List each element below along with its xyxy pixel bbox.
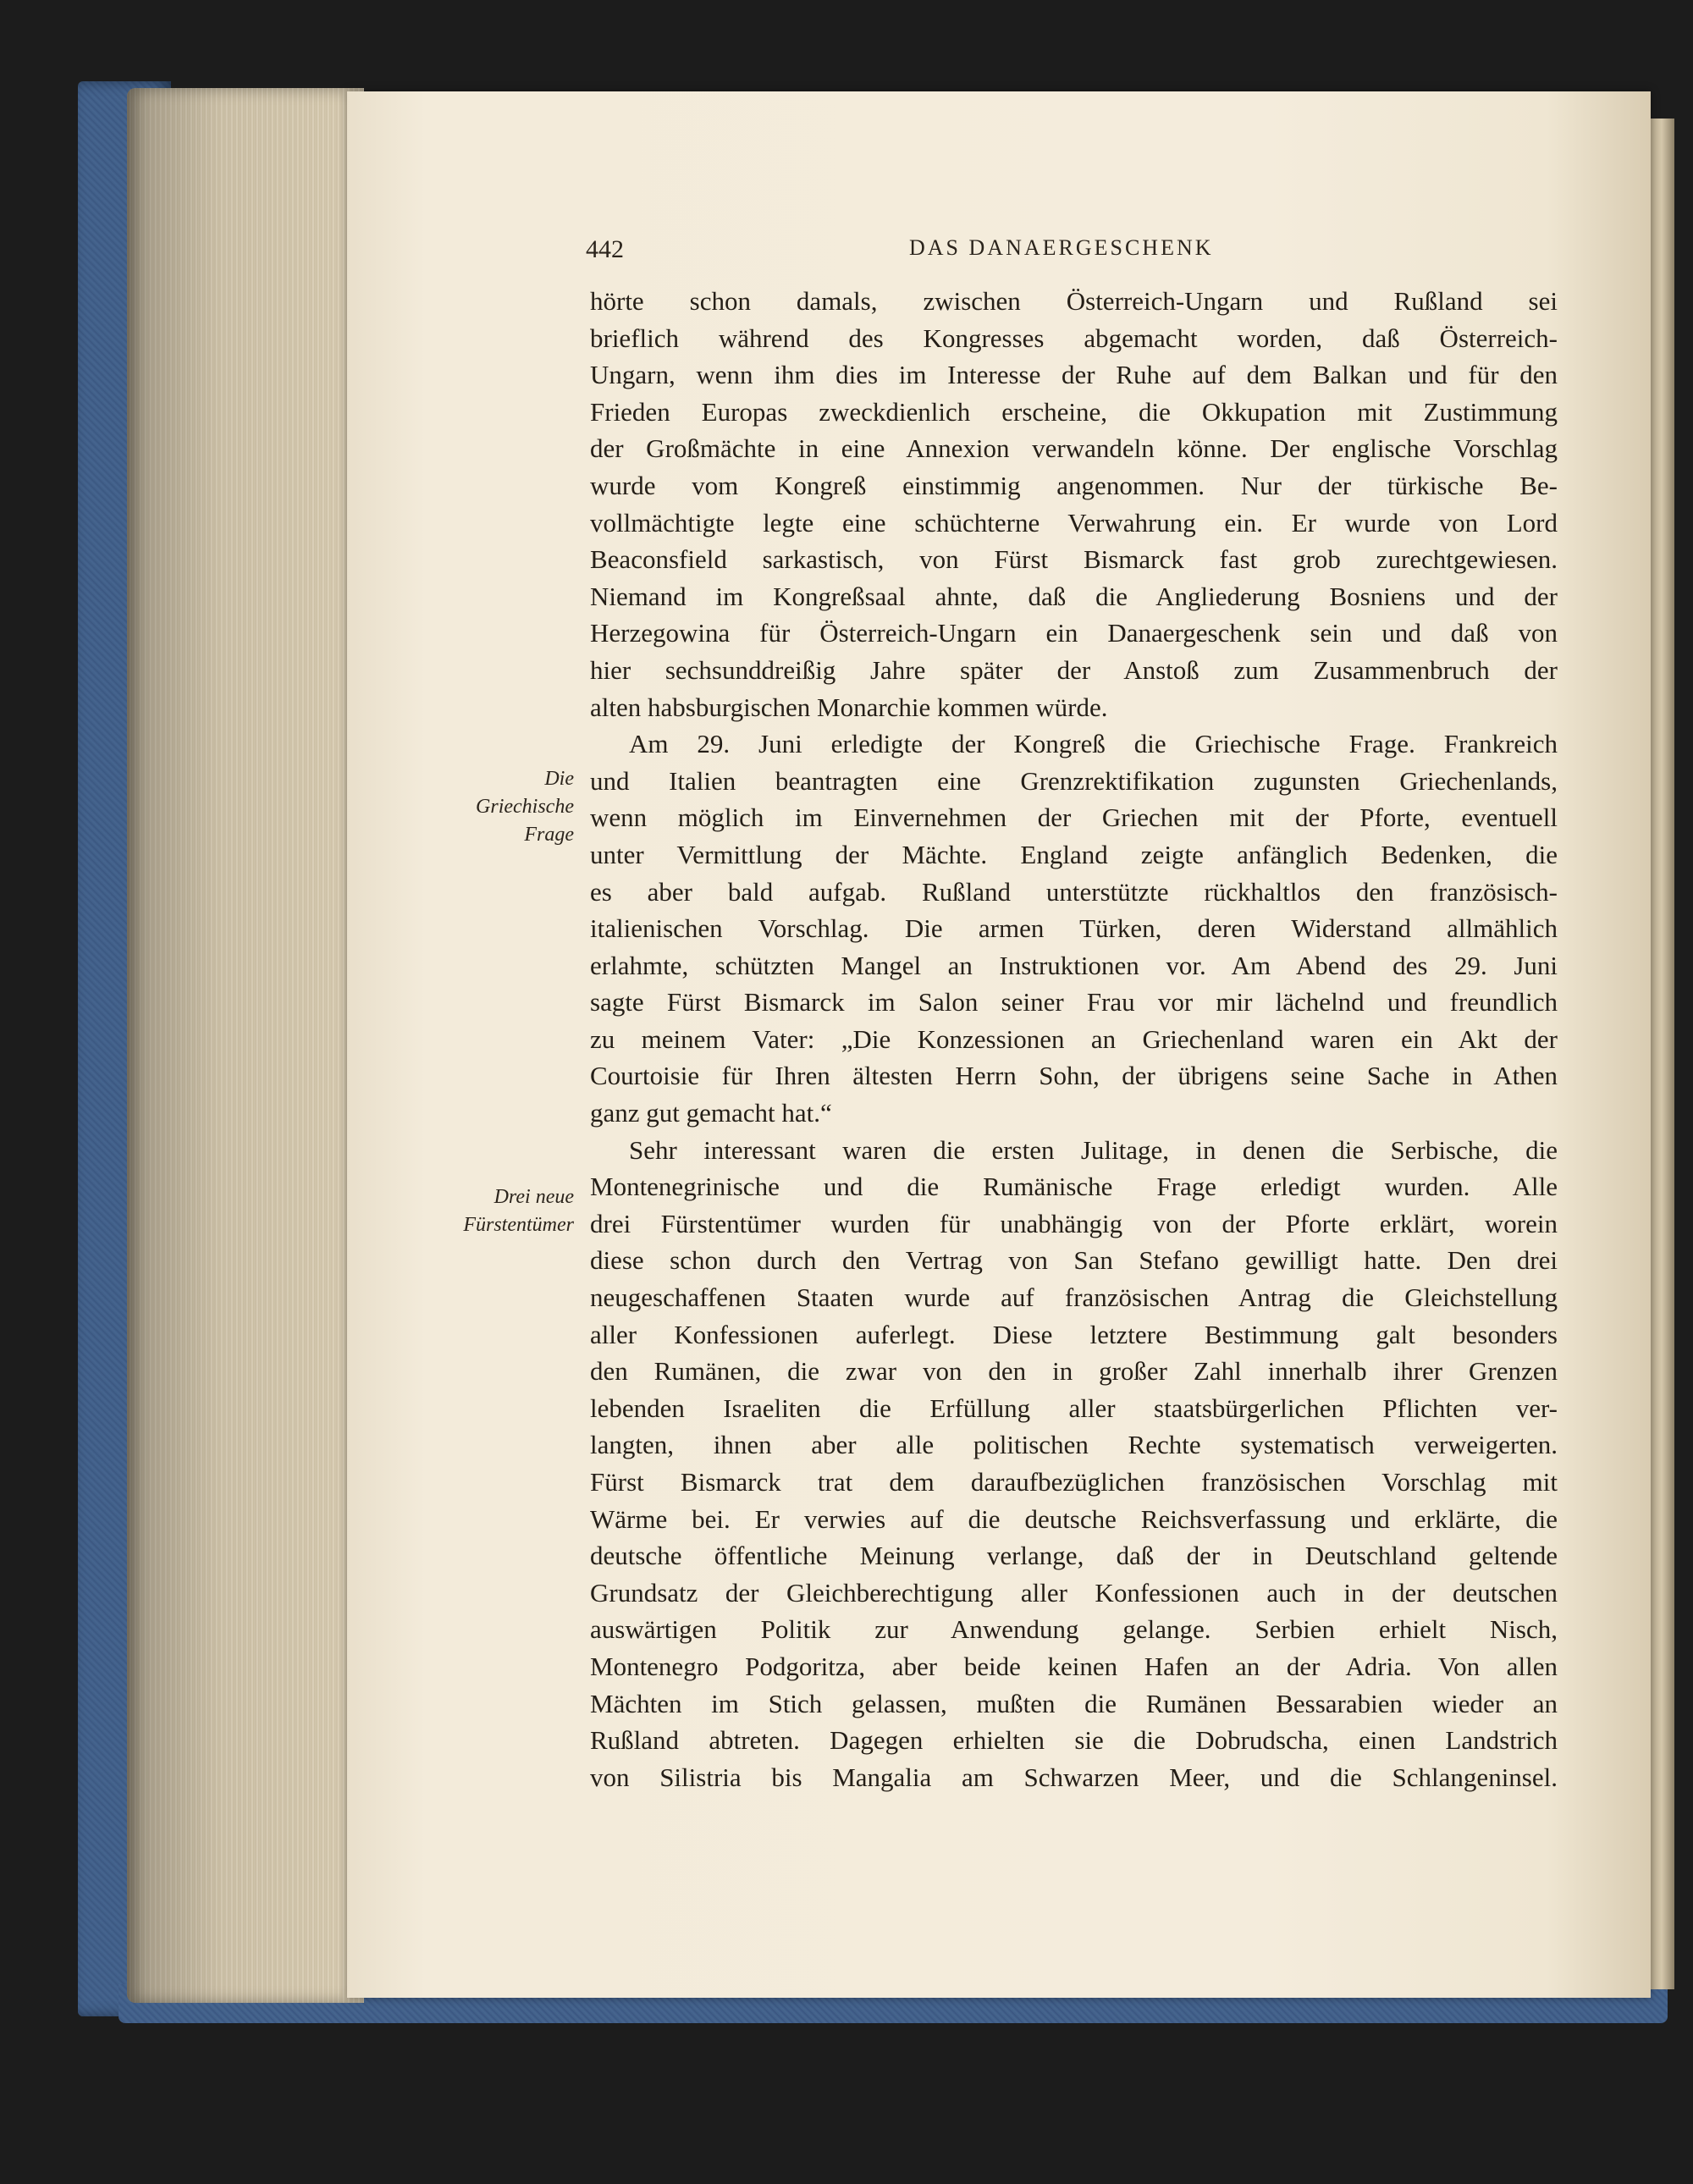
text-line: vollmächtigte legte eine schüchterne Verwahrung ein. Er wurde von Lord bbox=[590, 507, 1558, 538]
text-line: neugeschaffenen Staaten wurde auf französischen Antrag die Gleichstellung bbox=[590, 1282, 1558, 1313]
sidenote-drei-neue-fuerstentuemer bbox=[405, 1183, 574, 1239]
text-line: von Silistria bis Mangalia am Schwarzen Meer, und die Schlangeninsel. bbox=[590, 1762, 1558, 1792]
text-line: Mächten im Stich gelassen, mußten die Rumänen Bessarabien wieder an bbox=[590, 1688, 1558, 1718]
text-line: Sehr interessant waren die ersten Julitage, in denen die Serbische, die bbox=[629, 1134, 1558, 1165]
text-line: Montenegro Podgoritza, aber beide keinen Hafen an der Adria. Von allen bbox=[590, 1651, 1558, 1681]
text-line: lebenden Israeliten die Erfüllung aller staatsbürgerlichen Pflichten ver- bbox=[590, 1393, 1558, 1423]
text-line: Frieden Europas zweckdienlich erscheine, die Okkupation mit Zustimmung bbox=[590, 396, 1558, 427]
page-number: 442 bbox=[586, 235, 624, 263]
sidenote-line: Fürstentümer bbox=[463, 1214, 574, 1236]
text-line: Am 29. Juni erledigte der Kongreß die Griechische Frage. Frankreich bbox=[629, 729, 1558, 759]
text-line: alten habsburgischen Monarchie kommen würde. bbox=[590, 692, 1108, 722]
sidenote-line: Griechische bbox=[476, 796, 574, 818]
running-title: DAS DANAERGESCHENK bbox=[909, 235, 1214, 260]
text-line: ganz gut gemacht hat.“ bbox=[590, 1098, 832, 1128]
text-line: Grundsatz der Gleichberechtigung aller Konfessionen auch in der deutschen bbox=[590, 1577, 1558, 1608]
text-line: Courtoisie für Ihren ältesten Herrn Sohn, der übrigens seine Sache in Athen bbox=[590, 1061, 1558, 1091]
text-line: es aber bald aufgab. Rußland unterstützte rückhaltlos den französisch- bbox=[590, 876, 1558, 907]
text-line: diese schon durch den Vertrag von San Stefano gewilligt hatte. Den drei bbox=[590, 1245, 1558, 1276]
sidenote-griechische-frage bbox=[405, 765, 574, 849]
sidenote-line: Die bbox=[544, 768, 574, 790]
text-line: brieflich während des Kongresses abgemacht worden, daß Österreich- bbox=[590, 323, 1558, 353]
text-line: wurde vom Kongreß einstimmig angenommen. Nur der türkische Be- bbox=[590, 470, 1558, 500]
text-line: Fürst Bismarck trat dem daraufbezüglichen französischen Vorschlag mit bbox=[590, 1467, 1558, 1497]
facing-page-edge bbox=[1649, 119, 1674, 1989]
text-line: Rußland abtreten. Dagegen erhielten sie die Dobrudscha, einen Landstrich bbox=[590, 1725, 1558, 1756]
text-line: aller Konfessionen auferlegt. Diese letztere Bestimmung galt besonders bbox=[590, 1319, 1558, 1349]
text-line: sagte Fürst Bismarck im Salon seiner Frau vor mir lächelnd und freundlich bbox=[590, 987, 1558, 1018]
text-line: hier sechsunddreißig Jahre später der Anstoß zum Zusammenbruch der bbox=[590, 654, 1558, 685]
sidenote-line: Drei neue bbox=[494, 1186, 574, 1208]
text-line: italienischen Vorschlag. Die armen Türken, deren Widerstand allmählich bbox=[590, 913, 1558, 944]
text-line: Beaconsfield sarkastisch, von Fürst Bismarck fast grob zurechtgewiesen. bbox=[590, 544, 1558, 575]
text-line: der Großmächte in eine Annexion verwandeln könne. Der englische Vorschlag bbox=[590, 433, 1558, 464]
text-line: unter Vermittlung der Mächte. England zeigte anfänglich Bedenken, die bbox=[590, 839, 1558, 869]
text-line: erlahmte, schützten Mangel an Instruktionen vor. Am Abend des 29. Juni bbox=[590, 950, 1558, 980]
sidenote-line: Frage bbox=[524, 824, 574, 846]
text-line: hörte schon damals, zwischen Österreich-Ungarn und Rußland sei bbox=[590, 286, 1558, 316]
text-line: langten, ihnen aber alle politischen Rechte systematisch verweigerten. bbox=[590, 1430, 1558, 1460]
running-head bbox=[0, 235, 1693, 269]
text-line: Herzegowina für Österreich-Ungarn ein Danaergeschenk sein und daß von bbox=[590, 618, 1558, 648]
text-line: Montenegrinische und die Rumänische Frage erledigt wurden. Alle bbox=[590, 1172, 1558, 1202]
text-line: Wärme bei. Er verwies auf die deutsche Reichsverfassung und erklärte, die bbox=[590, 1503, 1558, 1534]
text-line: Niemand im Kongreßsaal ahnte, daß die Angliederung Bosniens und der bbox=[590, 581, 1558, 611]
text-line: deutsche öffentliche Meinung verlange, daß der in Deutschland geltende bbox=[590, 1541, 1558, 1571]
text-line: drei Fürstentümer wurden für unabhängig von der Pforte erklärt, worein bbox=[590, 1208, 1558, 1238]
text-line: den Rumänen, die zwar von den in großer Zahl innerhalb ihrer Grenzen bbox=[590, 1356, 1558, 1387]
text-line: wenn möglich im Einvernehmen der Griechen mit der Pforte, eventuell bbox=[590, 802, 1558, 833]
body-text bbox=[590, 283, 1558, 1795]
text-line: Ungarn, wenn ihm dies im Interesse der Ruhe auf dem Balkan und für den bbox=[590, 360, 1558, 390]
page-edges bbox=[127, 88, 364, 2003]
text-line: und Italien beantragten eine Grenzrektifikation zugunsten Griechenlands, bbox=[590, 765, 1558, 796]
text-line: auswärtigen Politik zur Anwendung gelange. Serbien erhielt Nisch, bbox=[590, 1614, 1558, 1645]
text-line: zu meinem Vater: „Die Konzessionen an Griechenland waren ein Akt der bbox=[590, 1023, 1558, 1054]
